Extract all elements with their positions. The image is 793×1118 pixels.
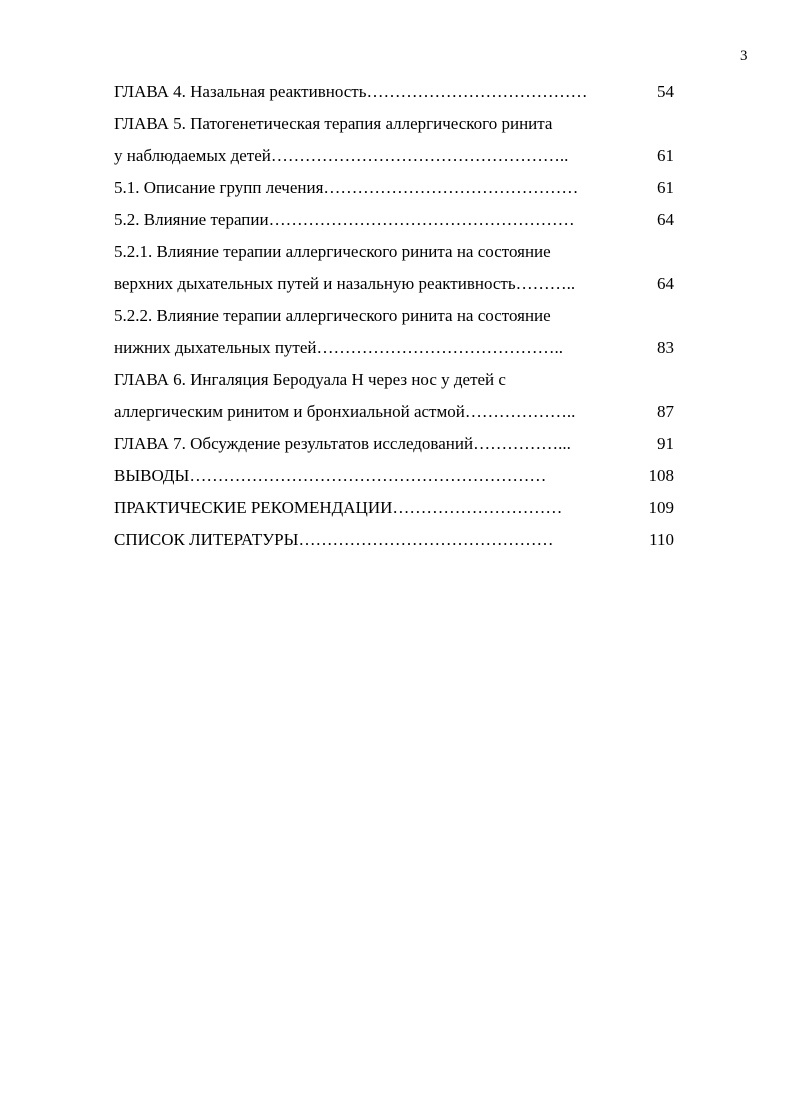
toc-entry (114, 332, 674, 364)
toc-entry (114, 172, 674, 204)
toc-entry-leader: ……….. (515, 274, 576, 293)
toc-entry-leader: ……………... (473, 434, 571, 453)
toc-entry-leader: ……………………………………… (323, 178, 579, 197)
toc-entry-page: 61 (657, 146, 674, 165)
toc-entry-leader: …………………………………….. (316, 338, 563, 357)
toc-entry-page: 91 (657, 434, 674, 453)
toc-entry-title: ГЛАВА 6. Ингаляция Беродуала Н через нос у детей с (114, 370, 506, 389)
toc-entry-title: ГЛАВА 4. Назальная реактивность (114, 82, 367, 101)
toc-entry-page: 108 (648, 466, 674, 485)
toc-entry-page: 87 (657, 402, 674, 421)
toc-entry-title: 5.2.1. Влияние терапии аллергического ринита на состояние (114, 242, 551, 261)
toc-entry (114, 300, 674, 332)
toc-entry-title: 5.2.2. Влияние терапии аллергического ринита на состояние (114, 306, 551, 325)
toc-entry-page: 110 (649, 530, 674, 549)
toc-entry-leader: ……………….. (464, 402, 576, 421)
toc-entry-title: 5.1. Описание групп лечения (114, 178, 324, 197)
toc-entry (114, 460, 674, 492)
toc-entry-leader: ……………………………………… (298, 530, 554, 549)
toc-entry (114, 140, 674, 172)
toc-entry-page: 64 (657, 274, 674, 293)
toc-entry (114, 236, 674, 268)
toc-entry (114, 76, 674, 108)
toc-entry (114, 108, 674, 140)
toc-entry-title: ПРАКТИЧЕСКИЕ РЕКОМЕНДАЦИИ (114, 498, 393, 517)
toc-entry-title: верхних дыхательных путей и назальную реактивность (114, 274, 516, 293)
toc-entry-leader: ………………………………… (366, 82, 588, 101)
toc-entry-page: 83 (657, 338, 674, 357)
toc-entry-page: 54 (657, 82, 674, 101)
toc-entry-page: 109 (648, 498, 674, 517)
toc-entry (114, 428, 674, 460)
page-number: 3 (740, 48, 748, 64)
toc-entry-leader: ………………………… (392, 498, 563, 517)
toc-entry (114, 204, 674, 236)
toc-entry (114, 364, 674, 396)
toc-entry (114, 492, 674, 524)
toc-entry-title: ВЫВОДЫ (114, 466, 190, 485)
toc-entry (114, 268, 674, 300)
toc-entry (114, 396, 674, 428)
toc-entry-leader: ……………………………………………… (268, 210, 575, 229)
toc-entry (114, 524, 674, 556)
toc-entry-title: ГЛАВА 5. Патогенетическая терапия аллергического ринита (114, 114, 553, 133)
toc-entry-title: нижних дыхательных путей (114, 338, 317, 357)
toc-entry-page: 61 (657, 178, 674, 197)
toc-entry-page: 64 (657, 210, 674, 229)
toc-entry-title: ГЛАВА 7. Обсуждение результатов исследований (114, 434, 474, 453)
table-of-contents (114, 76, 674, 556)
toc-entry-title: у наблюдаемых детей (114, 146, 271, 165)
toc-entry-title: аллергическим ринитом и бронхиальной астмой (114, 402, 465, 421)
toc-entry-title: СПИСОК ЛИТЕРАТУРЫ (114, 530, 299, 549)
toc-entry-leader: ……………………………………………………… (189, 466, 547, 485)
toc-entry-title: 5.2. Влияние терапии (114, 210, 269, 229)
toc-entry-leader: …………………………………………….. (270, 146, 569, 165)
